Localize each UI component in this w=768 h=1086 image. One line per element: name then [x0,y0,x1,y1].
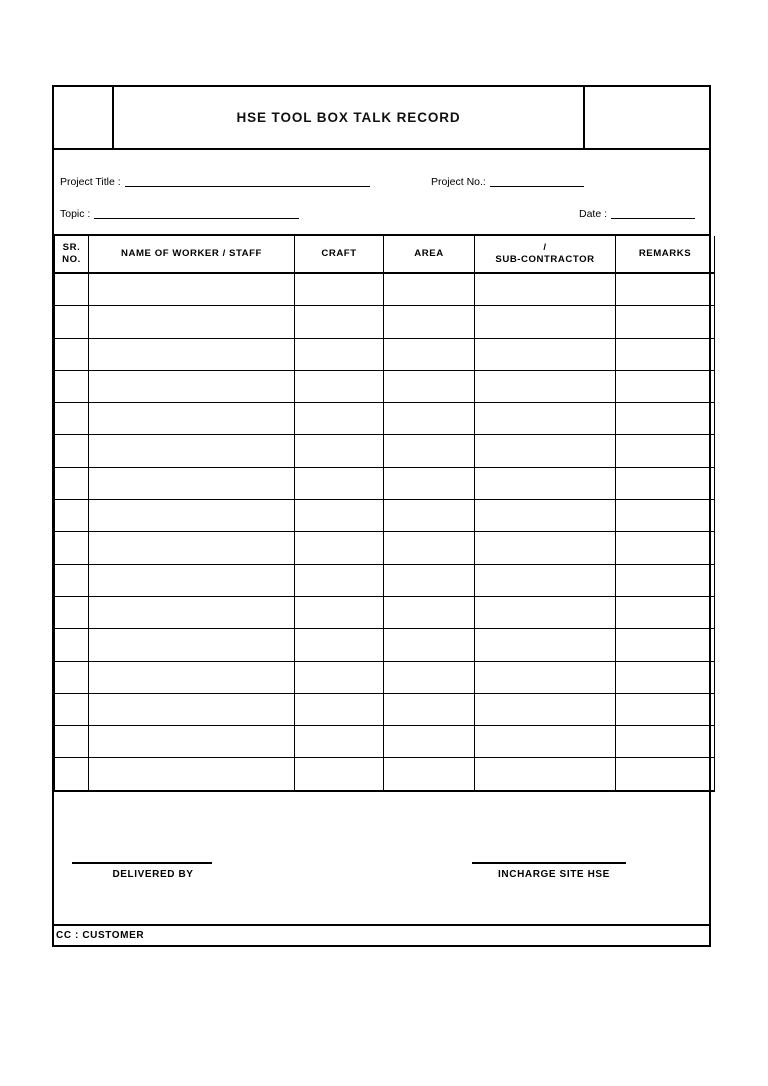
table-cell-remarks[interactable] [616,306,715,338]
sub-contractor-label-line1: / [543,242,547,254]
table-cell-sub[interactable] [475,758,616,791]
table-cell-name[interactable] [89,338,295,370]
project-title-input[interactable] [125,185,370,187]
table-row [55,467,715,499]
table-cell-craft[interactable] [295,661,384,693]
table-cell-remarks[interactable] [616,758,715,791]
column-header-craft: CRAFT [295,236,384,273]
topic-input[interactable] [94,217,299,219]
table-cell-area[interactable] [384,564,475,596]
table-cell-name[interactable] [89,564,295,596]
table-cell-area[interactable] [384,403,475,435]
table-cell-craft[interactable] [295,467,384,499]
incharge-site-hse-label: INCHARGE SITE HSE [498,868,610,880]
table-cell-area[interactable] [384,661,475,693]
table-cell-sr[interactable] [55,500,89,532]
table-cell-sub[interactable] [475,564,616,596]
table-cell-area[interactable] [384,629,475,661]
table-cell-remarks[interactable] [616,338,715,370]
table-cell-remarks[interactable] [616,693,715,725]
table-cell-name[interactable] [89,726,295,758]
table-cell-sr[interactable] [55,661,89,693]
table-cell-craft[interactable] [295,726,384,758]
table-cell-sub[interactable] [475,629,616,661]
table-cell-craft[interactable] [295,596,384,628]
project-no-input[interactable] [490,185,584,187]
table-cell-area[interactable] [384,758,475,791]
table-row [55,273,715,306]
table-cell-sub[interactable] [475,403,616,435]
table-cell-remarks[interactable] [616,500,715,532]
cc-customer-text: CC : CUSTOMER [56,930,145,941]
project-title-label: Project Title : [60,176,121,188]
table-cell-area[interactable] [384,467,475,499]
table-cell-sr[interactable] [55,435,89,467]
logo-placeholder-box [54,87,114,148]
date-input[interactable] [611,217,695,219]
table-row [55,758,715,791]
table-cell-sr[interactable] [55,629,89,661]
table-cell-sr[interactable] [55,726,89,758]
table-cell-sub[interactable] [475,306,616,338]
sr-no-label-line2: NO. [62,254,81,265]
table-cell-remarks[interactable] [616,435,715,467]
table-cell-sr[interactable] [55,370,89,402]
hse-tool-box-talk-form [52,85,711,947]
column-header-remarks: REMARKS [616,236,715,273]
table-cell-sub[interactable] [475,467,616,499]
worker-record-table [54,236,715,792]
sub-contractor-label-line2: SUB-CONTRACTOR [495,254,595,265]
table-cell-area[interactable] [384,596,475,628]
table-cell-area[interactable] [384,693,475,725]
table-cell-sub[interactable] [475,273,616,306]
incharge-site-hse-signature-block [468,862,640,880]
incharge-site-hse-signature-line[interactable] [472,862,626,864]
table-cell-craft[interactable] [295,564,384,596]
cc-footer [54,924,709,945]
delivered-by-signature-block [72,862,234,880]
table-cell-sub[interactable] [475,596,616,628]
topic-field-row [60,208,299,221]
column-header-sub-contractor [475,236,616,273]
table-row [55,500,715,532]
table-cell-area[interactable] [384,338,475,370]
form-title-bar [54,87,709,150]
date-field-row [579,208,695,221]
table-cell-remarks[interactable] [616,467,715,499]
sr-no-label-line1: SR. [62,242,81,254]
table-cell-sub[interactable] [475,726,616,758]
table-cell-sr[interactable] [55,596,89,628]
table-cell-sub[interactable] [475,338,616,370]
table-row [55,629,715,661]
table-row [55,661,715,693]
table-cell-sr[interactable] [55,403,89,435]
table-cell-remarks[interactable] [616,661,715,693]
table-cell-craft[interactable] [295,693,384,725]
column-header-name: NAME OF WORKER / STAFF [89,236,295,273]
table-cell-remarks[interactable] [616,726,715,758]
table-cell-sr[interactable] [55,338,89,370]
table-cell-remarks[interactable] [616,596,715,628]
table-row [55,338,715,370]
table-head [55,236,715,273]
table-cell-area[interactable] [384,726,475,758]
delivered-by-signature-line[interactable] [72,862,212,864]
table-cell-remarks[interactable] [616,564,715,596]
table-row [55,306,715,338]
table-cell-name[interactable] [89,758,295,791]
date-label: Date : [578,208,607,220]
table-cell-name[interactable] [89,661,295,693]
table-cell-sr[interactable] [55,273,89,306]
table-cell-area[interactable] [384,435,475,467]
table-cell-craft[interactable] [295,338,384,370]
table-cell-name[interactable] [89,273,295,306]
table-body [55,273,715,791]
project-info-block [54,150,709,236]
signature-area [54,792,709,933]
table-cell-craft[interactable] [295,629,384,661]
table-cell-name[interactable] [89,629,295,661]
table-cell-sr[interactable] [55,467,89,499]
table-cell-name[interactable] [89,467,295,499]
table-cell-name[interactable] [89,435,295,467]
table-cell-sr[interactable] [55,693,89,725]
table-cell-remarks[interactable] [616,629,715,661]
project-no-label: Project No.: [431,176,486,188]
table-cell-sr[interactable] [55,532,89,564]
table-cell-sub[interactable] [475,661,616,693]
table-cell-area[interactable] [384,532,475,564]
table-cell-name[interactable] [89,693,295,725]
table-cell-sub[interactable] [475,693,616,725]
table-cell-craft[interactable] [295,370,384,402]
document-number-box [585,87,709,148]
table-cell-sub[interactable] [475,532,616,564]
table-row [55,435,715,467]
table-cell-craft[interactable] [295,403,384,435]
page-title: HSE TOOL BOX TALK RECORD [236,110,461,125]
table-cell-remarks[interactable] [616,370,715,402]
project-no-field-row [431,176,584,189]
table-cell-remarks[interactable] [616,273,715,306]
table-cell-sr[interactable] [55,306,89,338]
table-cell-craft[interactable] [295,435,384,467]
table-cell-craft[interactable] [295,500,384,532]
column-header-sr-no [55,236,89,273]
table-cell-name[interactable] [89,596,295,628]
table-cell-remarks[interactable] [616,403,715,435]
table-row [55,564,715,596]
table-cell-craft[interactable] [295,306,384,338]
table-row [55,403,715,435]
table-row [55,370,715,402]
table-cell-remarks[interactable] [616,532,715,564]
table-cell-area[interactable] [384,306,475,338]
table-cell-name[interactable] [89,532,295,564]
table-cell-name[interactable] [89,500,295,532]
table-cell-name[interactable] [89,370,295,402]
table-cell-craft[interactable] [295,758,384,791]
document-title-cell [114,87,585,148]
table-cell-area[interactable] [384,370,475,402]
delivered-by-label: DELIVERED BY [112,868,194,880]
table-cell-name[interactable] [89,403,295,435]
table-cell-craft[interactable] [295,273,384,306]
table-cell-craft[interactable] [295,532,384,564]
table-header-row [55,236,715,273]
table-row [55,532,715,564]
table-cell-area[interactable] [384,273,475,306]
table-cell-area[interactable] [384,500,475,532]
table-row [55,726,715,758]
table-cell-name[interactable] [89,306,295,338]
column-header-area: AREA [384,236,475,273]
project-title-field-row [60,176,370,189]
table-row [55,693,715,725]
table-cell-sub[interactable] [475,370,616,402]
table-cell-sub[interactable] [475,500,616,532]
topic-label: Topic : [60,208,91,220]
table-cell-sr[interactable] [55,564,89,596]
table-row [55,596,715,628]
table-cell-sr[interactable] [55,758,89,791]
table-cell-sub[interactable] [475,435,616,467]
